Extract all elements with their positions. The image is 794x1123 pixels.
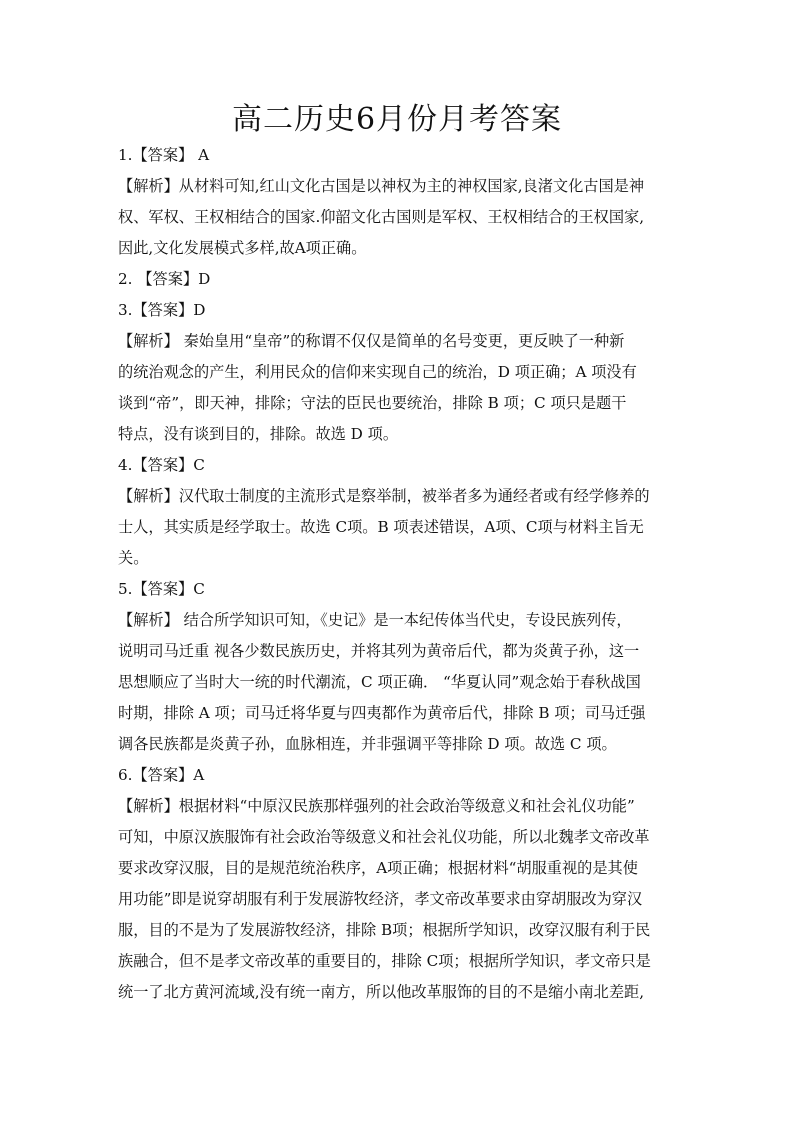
answer-line: 3.【答案】D xyxy=(118,301,206,319)
explanation-line: 时期，排除 A 项；司马迁将华夏与四夷都作为黄帝后代，排除 B 项；司马迁强 xyxy=(118,704,646,722)
explanation-line: 的统治观念的产生，利用民众的信仰来实现自己的统治，D 项正确；A 项没有 xyxy=(118,363,637,381)
explanation-line: 服，目的不是为了发展游牧经济，排除 B项；根据所学知识，改穿汉服有利于民 xyxy=(118,921,651,939)
explanation-line: 士人，其实质是经学取士。故选 C项。B 项表述错误，A项、C项与材料主旨无 xyxy=(118,518,644,536)
answer-line: 5.【答案】C xyxy=(118,580,205,598)
explanation-line: 说明司马迁重 视各少数民族历史，并将其列为黄帝后代，都为炎黄子孙，这一 xyxy=(118,642,640,660)
explanation-line: 要求改穿汉服，目的是规范统治秩序，A项正确；根据材料“胡服重视的是其使 xyxy=(118,859,638,877)
explanation-line: 谈到“帝”，即天神，排除；守法的臣民也要统治，排除 B 项；C 项只是题干 xyxy=(118,394,627,412)
explanation-line: 【解析】从材料可知,红山文化古国是以神权为主的神权国家,良渚文化古国是神 xyxy=(118,177,645,195)
explanation-line: 特点，没有谈到目的，排除。故选 D 项。 xyxy=(118,425,399,443)
explanation-line: 调各民族都是炎黄子孙，血脉相连，并非强调平等排除 D 项。故选 C 项。 xyxy=(118,735,617,753)
explanation-line: 用功能”即是说穿胡服有利于发展游牧经济，孝文帝改革要求由穿胡服改为穿汉 xyxy=(118,890,643,908)
explanation-line: 【解析】根据材料“中原汉民族那样强列的社会政治等级意义和社会礼仪功能” xyxy=(118,797,635,815)
page-title: 高二历史6月份月考答案 xyxy=(231,102,563,137)
answer-line: 6.【答案】A xyxy=(118,766,205,784)
explanation-line: 【解析】 结合所学知识可知，《史记》是一本纪传体当代史，专设民族列传， xyxy=(118,611,632,629)
answer-line: 4.【答案】C xyxy=(118,456,205,474)
explanation-line: 统一了北方黄河流域,没有统一南方，所以他改革服饰的目的不是缩小南北差距, xyxy=(118,983,645,1001)
explanation-line: 关。 xyxy=(118,549,149,567)
explanation-line: 思想顺应了当时大一统的时代潮流，C 项正确． “华夏认同”观念始于春秋战国 xyxy=(118,673,641,691)
explanation-line: 权、军权、王权相结合的国家.仰韶文化古国则是军权、王权相结合的王权国家, xyxy=(118,208,645,226)
answer-line: 2. 【答案】D xyxy=(118,270,211,288)
explanation-line: 【解析】 秦始皇用“皇帝”的称谓不仅仅是简单的名号变更，更反映了一种新 xyxy=(118,332,625,350)
explanation-line: 可知，中原汉族服饰有社会政治等级意义和社会礼仪功能，所以北魏孝文帝改革 xyxy=(118,828,650,846)
answer-line: 1.【答案】 A xyxy=(118,146,210,164)
explanation-line: 族融合，但不是孝文帝改革的重要目的，排除 C项；根据所学知识，孝文帝只是 xyxy=(118,952,651,970)
explanation-line: 【解析】汉代取士制度的主流形式是察举制，被举者多为通经者或有经学修养的 xyxy=(118,487,650,505)
explanation-line: 因此,文化发展模式多样,故A项正确。 xyxy=(118,239,367,257)
